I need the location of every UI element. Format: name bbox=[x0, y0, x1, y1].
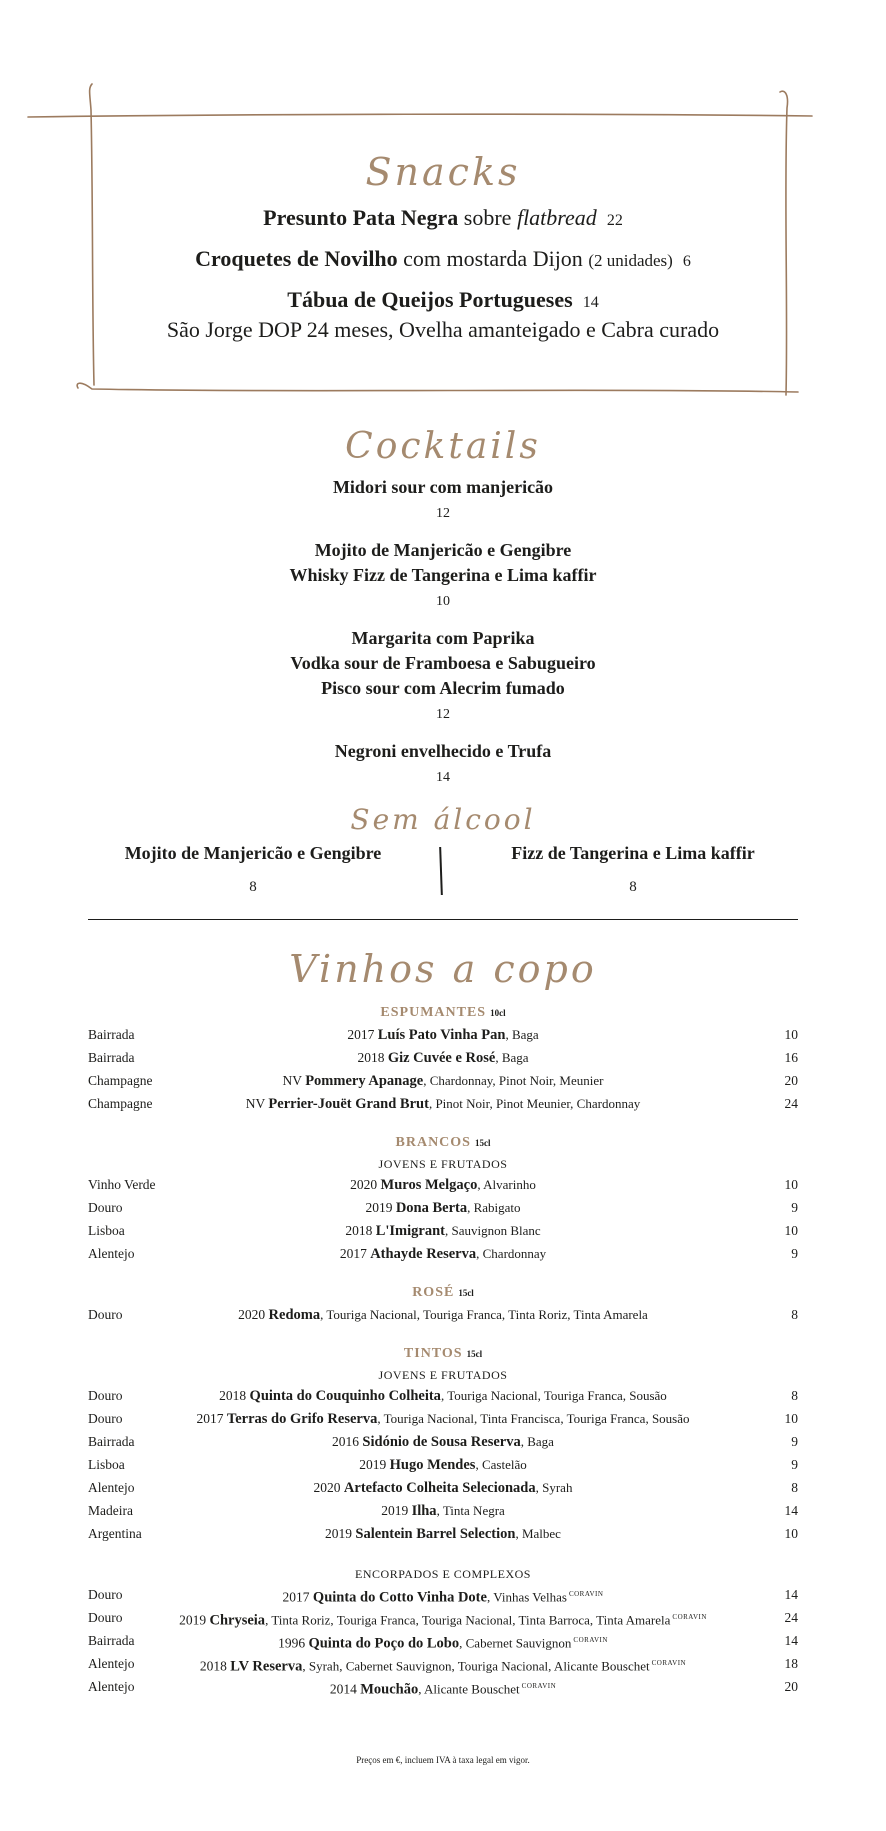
snack-item-queijos bbox=[90, 286, 796, 317]
wine-region: Alentejo bbox=[88, 1656, 135, 1671]
wine-region: Champagne bbox=[88, 1096, 153, 1111]
wine-price: 16 bbox=[784, 1050, 798, 1065]
wine-region: Douro bbox=[88, 1587, 123, 1602]
wine-row bbox=[88, 1196, 798, 1219]
cocktail-name: Mojito de Manjericão e Gengibre bbox=[314, 540, 572, 560]
wine-name: Redoma bbox=[268, 1307, 321, 1323]
wine-row bbox=[88, 1430, 798, 1453]
wine-coravin-note: CORAVIN bbox=[521, 1682, 557, 1690]
snack-name: Presunto Pata Negra bbox=[263, 205, 459, 230]
cocktail-group bbox=[120, 538, 766, 612]
wine-grapes: , Vinhas Velhas bbox=[486, 1589, 567, 1605]
drink-price: 8 bbox=[249, 879, 257, 895]
wine-year: 2016 bbox=[332, 1434, 363, 1449]
wine-row bbox=[88, 1242, 798, 1265]
snack-italic: flatbread bbox=[516, 205, 597, 230]
wine-name: Sidónio de Sousa Reserva bbox=[362, 1434, 521, 1450]
wine-price: 14 bbox=[784, 1503, 798, 1518]
wine-price: 18 bbox=[784, 1656, 798, 1671]
wine-grapes: , Alicante Bouschet bbox=[418, 1681, 520, 1697]
snack-name: Tábua de Queijos Portugueses bbox=[287, 287, 573, 312]
wine-grapes: , Baga bbox=[495, 1050, 529, 1065]
wine-grapes: , Castelão bbox=[475, 1457, 527, 1472]
wine-description bbox=[148, 1242, 738, 1266]
cocktail-price: 12 bbox=[436, 506, 450, 521]
wine-region: Douro bbox=[88, 1411, 123, 1426]
wine-description bbox=[148, 1384, 738, 1408]
espumantes-list bbox=[88, 1023, 798, 1115]
wine-description bbox=[148, 1046, 738, 1070]
wine-year: 2018 bbox=[199, 1658, 231, 1674]
snack-text: com mostarda Dijon bbox=[397, 246, 589, 271]
wine-grapes: , Baga bbox=[520, 1434, 554, 1449]
cocktail-name: Vodka sour de Framboesa e Sabugueiro bbox=[290, 653, 596, 673]
rose-list bbox=[88, 1303, 798, 1326]
wine-name: Chryseia bbox=[209, 1612, 266, 1629]
tintos-list-2 bbox=[88, 1583, 798, 1698]
wine-region: Bairrada bbox=[88, 1050, 135, 1065]
wine-grapes: , Pinot Noir, Pinot Meunier, Chardonnay bbox=[428, 1096, 641, 1111]
wine-year: 2018 bbox=[357, 1050, 388, 1065]
wine-row bbox=[88, 1219, 798, 1242]
wine-region: Douro bbox=[88, 1610, 123, 1625]
wine-region: Douro bbox=[88, 1200, 123, 1215]
wine-region: Bairrada bbox=[88, 1633, 135, 1648]
wine-grapes: , Chardonnay, Pinot Noir, Meunier bbox=[423, 1073, 604, 1088]
wine-description bbox=[148, 1675, 738, 1702]
section-size: 15cl bbox=[458, 1288, 474, 1298]
wine-region: Douro bbox=[88, 1388, 123, 1403]
section-title: ESPUMANTES bbox=[380, 1005, 487, 1020]
wine-year: 2017 bbox=[339, 1246, 371, 1261]
wine-name: Luís Pato Vinha Pan bbox=[377, 1027, 506, 1043]
cocktail-price: 14 bbox=[436, 770, 450, 785]
wine-description bbox=[148, 1476, 738, 1500]
snack-price: 6 bbox=[682, 253, 691, 270]
section-size: 15cl bbox=[474, 1138, 491, 1148]
wine-price: 10 bbox=[784, 1027, 798, 1042]
wine-row bbox=[88, 1023, 798, 1046]
wine-year: 2017 bbox=[282, 1589, 313, 1605]
wine-price: 9 bbox=[791, 1457, 798, 1472]
wine-name: Terras do Grifo Reserva bbox=[226, 1411, 378, 1427]
cocktails-section bbox=[120, 425, 766, 802]
cocktail-group bbox=[120, 475, 766, 524]
espumantes-heading bbox=[88, 1003, 798, 1023]
wine-description bbox=[148, 1173, 738, 1197]
wine-year: NV bbox=[282, 1073, 306, 1088]
wine-description bbox=[148, 1430, 738, 1454]
wine-price: 9 bbox=[791, 1434, 798, 1449]
wine-grapes: , Syrah, Cabernet Sauvignon, Touriga Nacional, Alicante Bouschet bbox=[302, 1658, 650, 1674]
wine-name: Mouchão bbox=[360, 1681, 419, 1698]
wine-grapes: , Tinta Roriz, Touriga Franca, Touriga Nacional, Tinta Barroca, Tinta Amarela bbox=[265, 1612, 671, 1628]
wine-grapes: , Touriga Nacional, Touriga Franca, Tinta Roriz, Tinta Amarela bbox=[320, 1307, 648, 1322]
cocktail-list bbox=[120, 475, 766, 788]
wine-year: 2019 bbox=[365, 1200, 396, 1215]
cocktail-price: 10 bbox=[436, 594, 450, 609]
wine-row bbox=[88, 1046, 798, 1069]
wine-description bbox=[148, 1499, 738, 1523]
wine-price: 20 bbox=[784, 1073, 798, 1088]
wine-row bbox=[88, 1407, 798, 1430]
wine-grapes: , Touriga Nacional, Tinta Francisca, Touriga Franca, Sousão bbox=[377, 1411, 690, 1426]
wine-description bbox=[148, 1407, 738, 1431]
snacks-section bbox=[90, 150, 796, 343]
wine-description bbox=[148, 1522, 738, 1546]
sem-alcool-item-mojito bbox=[88, 841, 418, 897]
cocktail-group bbox=[120, 626, 766, 725]
wine-description bbox=[148, 1069, 738, 1093]
brancos-subheading: JOVENS E FRUTADOS bbox=[378, 1157, 508, 1171]
wine-price: 8 bbox=[791, 1480, 798, 1495]
snack-item-presunto bbox=[90, 204, 796, 235]
wine-region: Alentejo bbox=[88, 1679, 135, 1694]
wine-name: Salentein Barrel Selection bbox=[355, 1526, 516, 1542]
wine-coravin-note: CORAVIN bbox=[672, 1613, 707, 1621]
drink-name: Mojito de Manjericão e Gengibre bbox=[124, 843, 382, 863]
vertical-divider bbox=[439, 847, 443, 895]
cocktail-name: Margarita com Paprika bbox=[351, 628, 535, 648]
cocktail-name: Negroni envelhecido e Trufa bbox=[334, 741, 552, 761]
wine-price: 9 bbox=[791, 1200, 798, 1215]
tintos-subheading: JOVENS E FRUTADOS bbox=[378, 1368, 508, 1382]
wine-price: 10 bbox=[784, 1411, 798, 1426]
tintos-list bbox=[88, 1384, 798, 1545]
wines-section bbox=[88, 945, 798, 1698]
wine-row bbox=[88, 1092, 798, 1115]
wine-row bbox=[88, 1476, 798, 1499]
wine-description bbox=[148, 1303, 738, 1327]
wine-region: Alentejo bbox=[88, 1480, 135, 1495]
wine-name: Ilha bbox=[411, 1503, 437, 1519]
wine-region: Vinho Verde bbox=[88, 1177, 156, 1192]
wine-name: Hugo Mendes bbox=[389, 1457, 476, 1473]
wine-region: Bairrada bbox=[88, 1027, 135, 1042]
wine-grapes: , Cabernet Sauvignon bbox=[459, 1635, 572, 1651]
wine-name: Giz Cuvée e Rosé bbox=[387, 1050, 496, 1066]
wine-year: 2019 bbox=[381, 1503, 412, 1518]
wine-coravin-note: CORAVIN bbox=[651, 1659, 687, 1667]
cocktail-price: 12 bbox=[436, 707, 450, 722]
wine-name: Perrier-Jouët Grand Brut bbox=[268, 1096, 429, 1112]
wine-region: Argentina bbox=[88, 1526, 142, 1541]
drink-name: Fizz de Tangerina e Lima kaffir bbox=[511, 843, 755, 863]
drink-price: 8 bbox=[629, 879, 637, 895]
wine-grapes: , Rabigato bbox=[467, 1200, 521, 1215]
wine-year: 2020 bbox=[313, 1480, 344, 1495]
wine-description bbox=[148, 1453, 738, 1477]
wine-year: 1996 bbox=[278, 1635, 309, 1651]
cocktail-name: Pisco sour com Alecrim fumado bbox=[321, 678, 565, 698]
sem-alcool-heading: Sem álcool bbox=[350, 803, 536, 836]
wine-grapes: , Chardonnay bbox=[476, 1246, 547, 1261]
brancos-heading bbox=[88, 1133, 798, 1153]
wine-price: 10 bbox=[784, 1526, 798, 1541]
wine-description bbox=[148, 1219, 738, 1243]
wine-description bbox=[148, 1092, 738, 1116]
wine-price: 10 bbox=[784, 1223, 798, 1238]
wine-row bbox=[88, 1583, 798, 1606]
wine-price: 8 bbox=[791, 1307, 798, 1322]
wine-row bbox=[88, 1069, 798, 1092]
tintos-heading bbox=[88, 1344, 798, 1364]
sem-alcool-item-fizz bbox=[468, 841, 798, 897]
wine-name: Pommery Apanage bbox=[305, 1073, 424, 1089]
snacks-heading: Snacks bbox=[365, 150, 521, 194]
wine-grapes: , Malbec bbox=[515, 1526, 561, 1541]
wine-year: NV bbox=[245, 1096, 269, 1111]
wine-name: Quinta do Poço do Lobo bbox=[308, 1635, 460, 1652]
section-title: BRANCOS bbox=[395, 1135, 471, 1150]
wine-grapes: , Touriga Nacional, Touriga Franca, Sousão bbox=[440, 1388, 667, 1403]
wine-year: 2019 bbox=[179, 1612, 210, 1628]
wine-name: Muros Melgaço bbox=[380, 1177, 478, 1193]
wine-description bbox=[148, 1196, 738, 1220]
wine-region: Alentejo bbox=[88, 1246, 135, 1261]
price-footnote: Preços em €, incluem IVA à taxa legal em vigor. bbox=[356, 1755, 530, 1765]
wine-year: 2018 bbox=[345, 1223, 376, 1238]
wine-price: 8 bbox=[791, 1388, 798, 1403]
wine-price: 24 bbox=[784, 1096, 798, 1111]
snack-price: 22 bbox=[606, 212, 623, 229]
wine-region: Lisboa bbox=[88, 1457, 125, 1472]
wine-grapes: , Alvarinho bbox=[477, 1177, 536, 1192]
wine-year: 2018 bbox=[219, 1388, 250, 1403]
wine-row bbox=[88, 1652, 798, 1675]
snack-name: Croquetes de Novilho bbox=[195, 246, 398, 271]
wine-row bbox=[88, 1522, 798, 1545]
wine-price: 24 bbox=[784, 1610, 798, 1625]
section-title: ROSÉ bbox=[412, 1285, 455, 1300]
wine-grapes: , Tinta Negra bbox=[436, 1503, 505, 1518]
wine-row bbox=[88, 1384, 798, 1407]
wine-row bbox=[88, 1629, 798, 1652]
wine-price: 20 bbox=[784, 1679, 798, 1694]
wine-price: 14 bbox=[784, 1633, 798, 1648]
wine-row bbox=[88, 1453, 798, 1476]
wine-year: 2014 bbox=[329, 1681, 361, 1697]
cocktail-name: Whisky Fizz de Tangerina e Lima kaffir bbox=[289, 565, 597, 585]
wine-name: Quinta do Couquinho Colheita bbox=[249, 1388, 441, 1404]
sem-alcool-section bbox=[88, 803, 798, 901]
section-title: TINTOS bbox=[403, 1346, 463, 1361]
wine-price: 9 bbox=[791, 1246, 798, 1261]
section-size: 15cl bbox=[466, 1349, 483, 1359]
wine-region: Lisboa bbox=[88, 1223, 125, 1238]
brancos-list bbox=[88, 1173, 798, 1265]
wine-year: 2019 bbox=[359, 1457, 390, 1472]
wine-coravin-note: CORAVIN bbox=[568, 1590, 604, 1598]
wine-price: 10 bbox=[784, 1177, 798, 1192]
wine-name: Athayde Reserva bbox=[370, 1246, 477, 1262]
rose-heading bbox=[88, 1283, 798, 1303]
wine-row bbox=[88, 1499, 798, 1522]
wine-row bbox=[88, 1303, 798, 1326]
wine-name: Dona Berta bbox=[395, 1200, 468, 1216]
wine-region: Champagne bbox=[88, 1073, 153, 1088]
snack-price: 14 bbox=[582, 294, 599, 311]
wines-heading: Vinhos a copo bbox=[289, 947, 597, 991]
tintos-subheading-2: ENCORPADOS E COMPLEXOS bbox=[355, 1567, 531, 1581]
wine-year: 2020 bbox=[238, 1307, 269, 1322]
snack-description: São Jorge DOP 24 meses, Ovelha amanteigado e Cabra curado bbox=[166, 317, 720, 342]
wine-name: Artefacto Colheita Selecionada bbox=[343, 1480, 536, 1496]
snack-small: (2 unidades) bbox=[588, 251, 673, 270]
wine-row bbox=[88, 1675, 798, 1698]
horizontal-divider bbox=[88, 919, 798, 920]
wine-year: 2020 bbox=[350, 1177, 381, 1192]
cocktails-heading: Cocktails bbox=[345, 426, 541, 467]
wine-year: 2019 bbox=[325, 1526, 356, 1541]
snack-text: sobre bbox=[458, 205, 517, 230]
snack-item-croquetes bbox=[90, 245, 796, 276]
cocktail-name: Midori sour com manjericão bbox=[332, 477, 554, 497]
wine-grapes: , Baga bbox=[505, 1027, 539, 1042]
wine-name: LV Reserva bbox=[230, 1658, 303, 1675]
cocktail-group bbox=[120, 739, 766, 788]
wine-description bbox=[148, 1023, 738, 1047]
wine-region: Bairrada bbox=[88, 1434, 135, 1449]
wine-coravin-note: CORAVIN bbox=[573, 1636, 608, 1644]
wine-year: 2017 bbox=[196, 1411, 227, 1426]
wine-year: 2017 bbox=[347, 1027, 378, 1042]
wine-price: 14 bbox=[784, 1587, 798, 1602]
wine-region: Douro bbox=[88, 1307, 123, 1322]
wine-row bbox=[88, 1606, 798, 1629]
section-size: 10cl bbox=[490, 1008, 506, 1018]
wine-grapes: , Syrah bbox=[535, 1480, 573, 1495]
wine-region: Madeira bbox=[88, 1503, 133, 1518]
wine-row bbox=[88, 1173, 798, 1196]
wine-name: Quinta do Cotto Vinha Dote bbox=[312, 1589, 487, 1606]
wine-name: L'Imigrant bbox=[375, 1223, 445, 1239]
wine-grapes: , Sauvignon Blanc bbox=[444, 1223, 541, 1238]
